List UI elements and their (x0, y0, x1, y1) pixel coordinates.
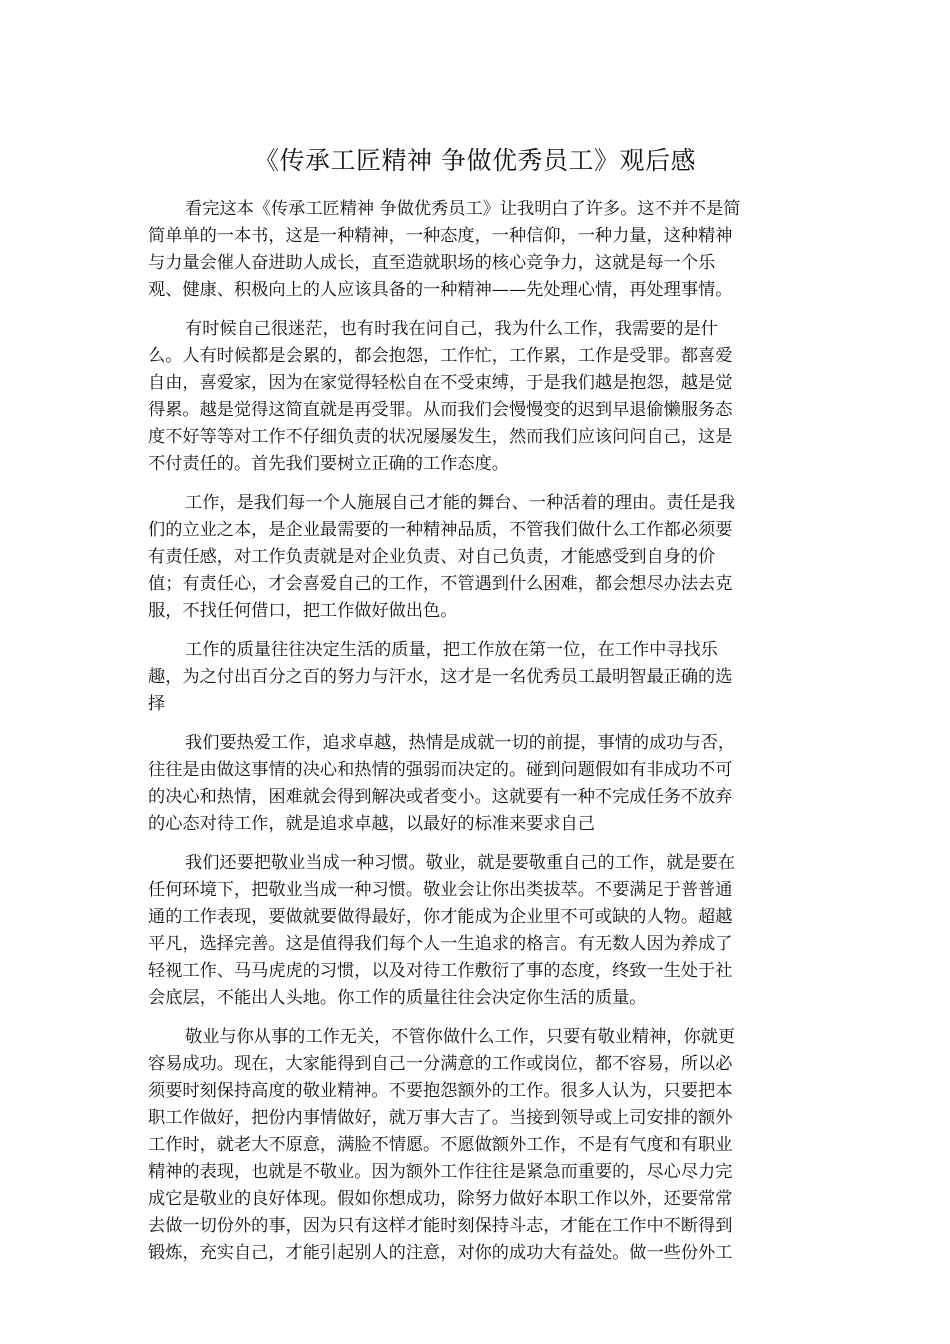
paragraph-line: 任何环境下，把敬业当成一种习惯。敬业会让你出类拔萃。不要满足于普普通 (148, 880, 733, 900)
paragraph-4 (148, 637, 804, 718)
paragraph-line: 须要时刻保持高度的敬业精神。不要抱怨额外的工作。很多人认为，只要把本 (148, 1081, 733, 1101)
paragraph-line: 我们要热爱工作，追求卓越，热情是成就一切的前提，事情的成功与否， (185, 733, 736, 753)
paragraph-line: 工作时，就老大不原意，满脸不情愿。不愿做额外工作，不是有气度和有职业 (148, 1135, 733, 1155)
paragraph-line: 会底层，不能出人头地。你工作的质量往往会决定你生活的质量。 (148, 988, 647, 1008)
paragraph-line: 精神的表现，也就是不敬业。因为额外工作往往是紧急而重要的，尽心尽力完 (148, 1162, 733, 1182)
paragraph-line: 敬业与你从事的工作无关，不管你做什么工作，只要有敬业精神，你就更 (185, 1027, 736, 1047)
paragraph-line: 轻视工作、马马虎虎的习惯，以及对待工作敷衍了事的态度，终致一生处于社 (148, 961, 733, 981)
paragraph-line: 我们还要把敬业当成一种习惯。敬业，就是要敬重自己的工作，就是要在 (185, 853, 736, 873)
paragraph-line: 度不好等等对工作不仔细负责的状况屡屡发生，然而我们应该问问自己，这是 (148, 427, 733, 447)
paragraph-line: 的决心和热情，困难就会得到解决或者变小。这就要有一种不完成任务不放弃 (148, 787, 733, 807)
paragraph-3 (148, 490, 804, 625)
paragraph-line: 得累。越是觉得这简直就是再受罪。从而我们会慢慢变的迟到早退偷懒服务态 (148, 400, 733, 420)
paragraph-line: 服，不找任何借口，把工作做好做出色。 (148, 601, 458, 621)
paragraph-6 (148, 850, 804, 1012)
paragraph-line: 么。人有时候都是会累的，都会抱怨，工作忙，工作累，工作是受罪。都喜爱 (148, 346, 733, 366)
paragraph-line: 择 (148, 694, 166, 714)
document-title: 《传承工匠精神 争做优秀员工》观后感 (254, 146, 696, 175)
paragraph-line: 简单单的一本书，这是一种精神，一种态度，一种信仰，一种力量，这种精神 (148, 226, 733, 246)
paragraph-line: 容易成功。现在，大家能得到自己一分满意的工作或岗位，都不容易，所以必 (148, 1054, 733, 1074)
document-body (148, 196, 804, 1279)
paragraph-line: 往往是由做这事情的决心和热情的强弱而决定的。碰到问题假如有非成功不可 (148, 760, 733, 780)
paragraph-line: 工作的质量往往决定生活的质量，把工作放在第一位，在工作中寻找乐 (185, 640, 718, 660)
paragraph-line: 与力量会催人奋进助人成长，直至造就职场的核心竞争力，这就是每一个乐 (148, 253, 716, 273)
paragraph-7 (148, 1024, 804, 1267)
paragraph-line: 平凡，选择完善。这是值得我们每个人一生追求的格言。有无数人因为养成了 (148, 934, 733, 954)
paragraph-line: 有时候自己很迷茫，也有时我在问自己，我为什么工作，我需要的是什 (185, 319, 718, 339)
paragraph-line: 通的工作表现，要做就要做得最好，你才能成为企业里不可或缺的人物。超越 (148, 907, 733, 927)
paragraph-2 (148, 316, 804, 478)
paragraph-5 (148, 730, 804, 838)
paragraph-line: 去做一切份外的事，因为只有这样才能时刻保持斗志，才能在工作中不断得到 (148, 1216, 733, 1236)
paragraph-1 (148, 196, 804, 304)
paragraph-line: 观、健康、积极向上的人应该具备的一种精神——先处理心情，再处理事情。 (148, 280, 733, 300)
paragraph-line: 们的立业之本，是企业最需要的一种精神品质，不管我们做什么工作都必须要 (148, 520, 733, 540)
paragraph-line: 值；有责任心，才会喜爱自己的工作，不管遇到什么困难，都会想尽办法去克 (148, 574, 733, 594)
paragraph-line: 职工作做好，把份内事情做好，就万事大吉了。当接到领导或上司安排的额外 (148, 1108, 733, 1128)
paragraph-line: 不付责任的。首先我们要树立正确的工作态度。 (148, 454, 509, 474)
paragraph-line: 看完这本《传承工匠精神 争做优秀员工》让我明白了许多。这不并不是简 (185, 199, 741, 219)
paragraph-line: 趣，为之付出百分之百的努力与汗水，这才是一名优秀员工最明智最正确的选 (148, 667, 733, 687)
paragraph-line: 的心态对待工作，就是追求卓越，以最好的标准来要求自己 (148, 814, 595, 834)
paragraph-line: 自由，喜爱家，因为在家觉得轻松自在不受束缚，于是我们越是抱怨，越是觉 (148, 373, 733, 393)
paragraph-line: 有责任感，对工作负责就是对企业负责、对自己负责，才能感受到自身的价 (148, 547, 716, 567)
paragraph-line: 工作，是我们每一个人施展自己才能的舞台、一种活着的理由。责任是我 (185, 493, 736, 513)
paragraph-line: 成它是敬业的良好体现。假如你想成功，除努力做好本职工作以外，还要常常 (148, 1189, 733, 1209)
paragraph-line: 锻炼，充实自己，才能引起别人的注意，对你的成功大有益处。做一些份外工 (148, 1243, 733, 1263)
